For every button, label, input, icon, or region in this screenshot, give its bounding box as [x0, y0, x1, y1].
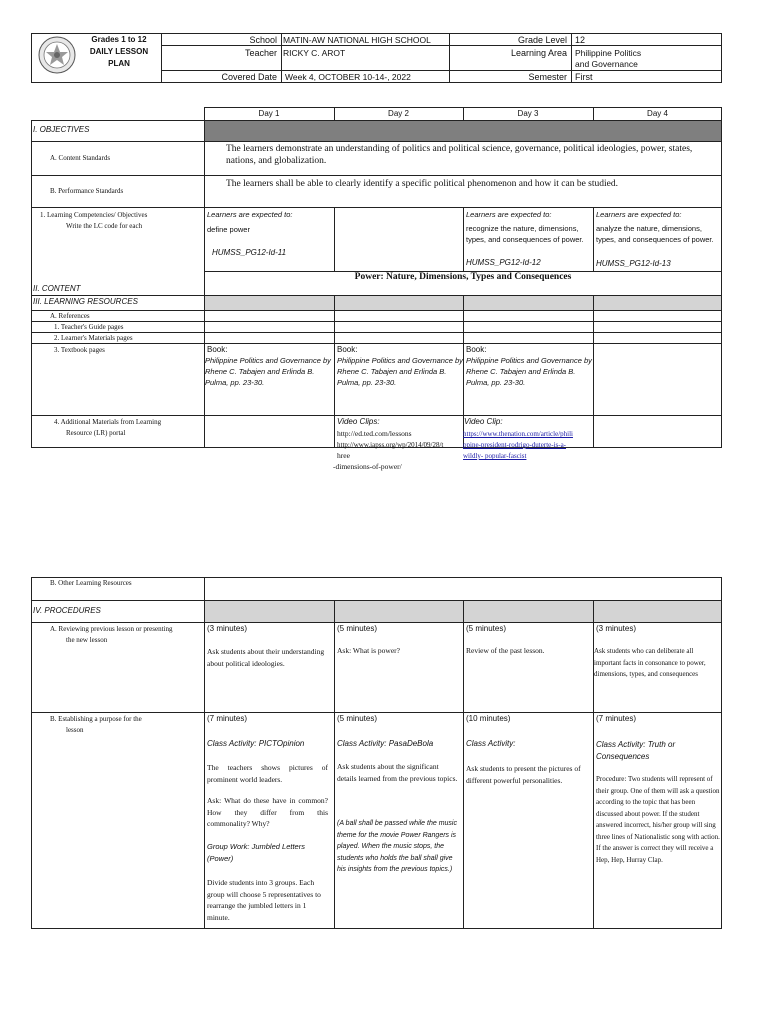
purpose-label-1: B. Establishing a purpose for the — [50, 715, 142, 723]
day-2-header: Day 2 — [388, 109, 409, 118]
purpose-day2-p2: (A ball shall be passed while the music theme for the movie Power Rangers is played. When the music stops, the students who holds the ball shall give his insights from the previous topics.) — [337, 820, 457, 873]
purpose-day2-p1: Ask students about the significant details learned from the previous topics. — [337, 762, 458, 783]
area-value-2: and Governance — [575, 59, 638, 69]
purpose-day2-activity: Class Activity: PasaDeBola — [337, 739, 434, 748]
review-day3-time: (5 minutes) — [466, 624, 507, 633]
purpose-day4-p1: Procedure: Two students will represent of their group. One of them will ask a question according to the topic that has been discussed about power. If the student answered incorrect, his/her group will sing three lines of Nationalistic song with action. If the answer is correct they will receive a Hep, Hep, Hurray Clap. — [596, 775, 720, 864]
additional-materials-label-2: Resource (LR) portal — [66, 429, 126, 437]
lc-label-2: Write the LC code for each — [66, 222, 143, 230]
textbook-label: 3. Textbook pages — [54, 346, 105, 354]
procedures-heading: IV. PROCEDURES — [33, 606, 101, 615]
semester-label: Semester — [528, 72, 567, 82]
area-value-1: Philippine Politics — [575, 48, 642, 58]
purpose-day4-time: (7 minutes) — [596, 714, 637, 723]
content-topic: Power: Nature, Dimensions, Types and Consequences — [354, 272, 572, 282]
book-label-day2: Book: — [337, 345, 358, 354]
date-value: Week 4, OCTOBER 10-14-, 2022 — [285, 72, 411, 82]
book-label-day3: Book: — [466, 345, 487, 354]
review-day1-time: (3 minutes) — [207, 624, 248, 633]
book-day1: Philippine Politics and Governance by Rhene C. Tabajen and Erlinda B. Pulma, pp. 23-30. — [205, 356, 331, 387]
video-label-day3: Video Clip: — [464, 417, 503, 426]
area-label: Learning Area — [510, 48, 567, 58]
purpose-day3-activity: Class Activity: — [466, 739, 516, 748]
references-label: A. References — [50, 312, 90, 320]
semester-value: First — [575, 72, 593, 82]
lc-label-1: 1. Learning Competencies/ Objectives — [40, 211, 148, 219]
objectives-heading: I. OBJECTIVES — [33, 125, 90, 134]
title-line-1: Grades 1 to 12 — [91, 35, 147, 44]
purpose-day1-time: (7 minutes) — [207, 714, 248, 723]
video-day2-line1: http://ed.ted.com/lessons — [337, 429, 412, 438]
video-day2-line2: http://www.iapss.org/wp/2014/09/28/t — [337, 441, 444, 449]
book-label-day1: Book: — [207, 345, 228, 354]
purpose-day3-p1: Ask students to present the pictures of different powerful personalities. — [466, 764, 581, 785]
content-standards-label: A. Content Standards — [50, 154, 111, 162]
school-value: MATIN-AW NATIONAL HIGH SCHOOL — [283, 35, 431, 45]
video-link-day3-line1[interactable]: https://www.thenation.com/article/phili — [463, 430, 573, 438]
review-day4-time: (3 minutes) — [596, 624, 637, 633]
school-label: School — [249, 35, 277, 45]
video-link-day3-line3[interactable]: wildly- popular-fascist — [463, 452, 527, 460]
video-day2-line3: hree — [337, 451, 350, 460]
other-resources-label: B. Other Learning Resources — [50, 579, 132, 587]
teacher-label: Teacher — [244, 48, 277, 58]
teacher-value: RICKY C. AROT — [283, 48, 346, 58]
video-label-day2: Video Clips: — [337, 417, 380, 426]
content-standards-text: The learners demonstrate an understanding of politics and political science, governance, political ideologies, power, states, nations, and globalization. — [226, 144, 693, 166]
purpose-day3-time: (10 minutes) — [466, 714, 511, 723]
purpose-day4-activity: Class Activity: Truth or Consequences — [596, 740, 676, 761]
review-day3-text: Review of the past lesson. — [466, 646, 545, 655]
day-3-header: Day 3 — [517, 109, 539, 118]
purpose-day1-activity: Class Activity: PICTOpinion — [207, 739, 305, 748]
purpose-day1-p2: Ask: What do these have in common? How they differ from this commonality? Why? — [207, 796, 328, 828]
lc-day1-text: define power — [207, 225, 250, 234]
grade-value: 12 — [575, 35, 586, 45]
purpose-day1-p3: Divide students into 3 groups. Each group will choose 5 representatives to rearrange the jumbled letters in 1 minute. — [207, 878, 321, 922]
learners-materials-label: 2. Learner's Materials pages — [54, 334, 133, 342]
day-4-header: Day 4 — [647, 109, 668, 118]
lc-day3-intro: Learners are expected to: — [466, 210, 552, 219]
purpose-day2-time: (5 minutes) — [337, 714, 378, 723]
date-label: Covered Date — [221, 72, 277, 82]
lc-day3-text: recognize the nature, dimensions, types, and consequences of power. — [466, 224, 584, 244]
deped-seal-icon — [38, 36, 76, 74]
grade-label: Grade Level — [517, 35, 567, 45]
lc-day4-code: HUMSS_PG12-Id-13 — [596, 259, 671, 268]
performance-standards-text: The learners shall be able to clearly identify a specific political phenomenon and how it can be studied. — [226, 179, 619, 189]
lc-day3-code: HUMSS_PG12-Id-12 — [466, 258, 541, 267]
lc-day4-intro: Learners are expected to: — [596, 210, 682, 219]
review-day4-text: Ask students who can deliberate all important facts in consonance to power, dimensions, types, and consequences — [594, 647, 706, 678]
book-day2: Philippine Politics and Governance by Rhene C. Tabajen and Erlinda B. Pulma, pp. 23-30. — [337, 356, 463, 387]
teachers-guide-label: 1. Teacher's Guide pages — [54, 323, 124, 331]
review-day2-text: Ask: What is power? — [337, 646, 400, 655]
additional-materials-label-1: 4. Additional Materials from Learning — [54, 418, 162, 426]
resources-heading: III. LEARNING RESOURCES — [33, 297, 138, 306]
day-1-header: Day 1 — [258, 109, 280, 118]
review-day1-text: Ask students about their understanding about political ideologies. — [207, 647, 325, 668]
review-label-1: A. Reviewing previous lesson or presenting — [50, 625, 173, 633]
purpose-label-2: lesson — [66, 726, 84, 734]
title-line-3: PLAN — [108, 59, 130, 68]
lc-day1-intro: Learners are expected to: — [207, 210, 293, 219]
book-day3: Philippine Politics and Governance by Rhene C. Tabajen and Erlinda B. Pulma, pp. 23-30. — [466, 356, 592, 387]
purpose-day1-p1: The teachers shows pictures of prominent world leaders. — [207, 763, 328, 784]
video-day2-line4: -dimensions-of-power/ — [333, 462, 402, 471]
review-day2-time: (5 minutes) — [337, 624, 378, 633]
video-link-day3-line2[interactable]: ppine-president-rodrigo-duterte-is-a- — [463, 441, 567, 449]
purpose-day1-group: Group Work: Jumbled Letters (Power) — [207, 842, 305, 863]
title-line-2: DAILY LESSON — [89, 47, 149, 56]
lc-day4-text: analyze the nature, dimensions, types, and consequences of power. — [596, 224, 714, 244]
performance-standards-label: B. Performance Standards — [50, 187, 124, 195]
review-label-2: the new lesson — [66, 636, 108, 644]
lc-day1-code: HUMSS_PG12-Id-11 — [212, 248, 287, 257]
content-heading: II. CONTENT — [33, 284, 81, 293]
